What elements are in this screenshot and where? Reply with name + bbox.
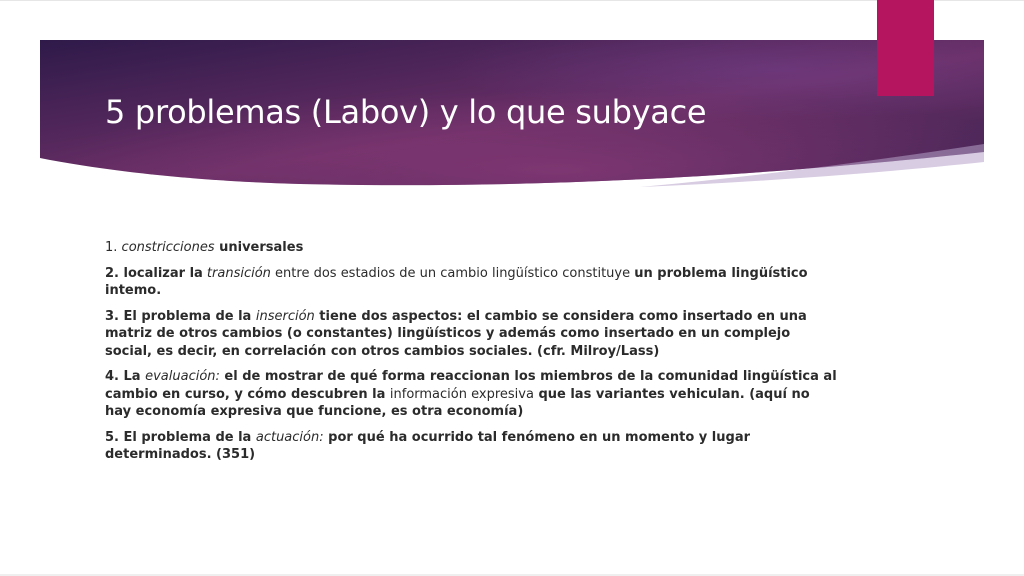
bullet-item-4-segment: 4. La <box>105 369 146 384</box>
accent-tab <box>877 0 934 96</box>
bullet-item-3-segment: tiene dos aspectos: el cambio se considera como insertado en una matriz de otros cambios (o constantes) lingüísticos y además como insertado en un complejo social, es decir, en correlación con otros cambios sociales. (cfr. Milroy/Lass) <box>105 308 807 359</box>
bullet-list <box>105 239 840 472</box>
slide-title: 5 problemas (Labov) y lo que subyace <box>105 93 707 131</box>
bullet-item-4-segment: que las variantes vehiculan. (aquí no hay economía expresiva que funcione, es otra economía) <box>105 386 810 419</box>
bullet-item-3-segment: 3. El problema de la <box>105 308 256 324</box>
bullet-item-4-segment: el de mostrar de qué forma reaccionan los miembros de la comunidad lingüística al cambio en curso, y cómo descubren la <box>105 369 837 402</box>
bullet-item-3-segment: inserción <box>255 308 315 324</box>
bullet-item-1 <box>105 239 840 257</box>
bullet-item-2 <box>105 265 840 300</box>
bullet-item-3 <box>105 308 840 361</box>
bullet-item-1-segment: 1. <box>105 240 122 255</box>
bullet-item-5 <box>105 429 840 464</box>
bullet-item-2-segment: transición <box>202 265 271 281</box>
top-rule <box>0 0 1024 1</box>
bullet-item-5-segment: por qué ha ocurrido tal fenómeno en un momento y lugar determinados. (351) <box>105 429 751 462</box>
bullet-item-2-segment: 2. localizar la <box>105 265 203 281</box>
bullet-item-5-segment: 5. El problema de la <box>105 429 256 445</box>
bullet-item-1-segment: universales <box>214 240 304 255</box>
bullet-item-5-segment: actuación: <box>255 429 324 445</box>
bullet-item-2-segment: entre dos estadios de un cambio lingüístico constituye <box>270 265 635 281</box>
bullet-item-4-segment: información expresiva <box>389 386 534 402</box>
bullet-item-4-segment: evaluación: <box>145 369 220 384</box>
bullet-item-4 <box>105 368 840 421</box>
bullet-item-2-segment: un problema lingüístico intemo. <box>105 265 808 298</box>
bullet-item-1-segment: constricciones <box>121 240 215 255</box>
